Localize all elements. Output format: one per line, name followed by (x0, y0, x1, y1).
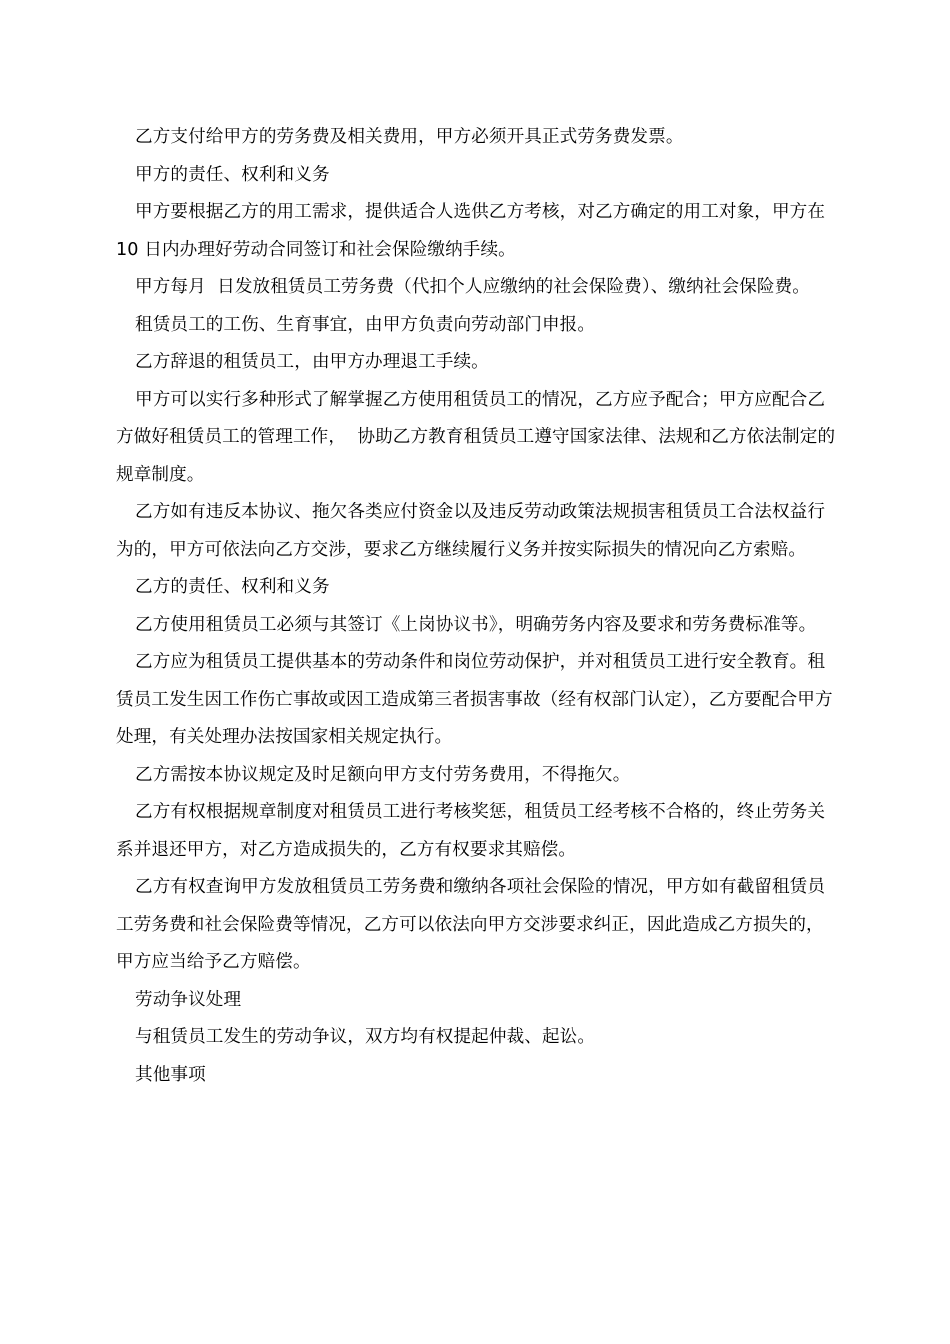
paragraph-injury-report: 租赁员工的工伤、生育事宜，由甲方负责向劳动部门申报。 (135, 314, 596, 335)
paragraph-management-cooperation: 甲方可以实行多种形式了解掌握乙方使用租赁员工的情况，乙方应予配合；甲方应配合乙方做好租赁员工的管理工作， 协助乙方教育租赁员工遵守国家法律、法规和乙方依法制定的规章制度。 (116, 389, 836, 485)
section-heading-other-matters: 其他事项 (135, 1064, 206, 1085)
paragraph-arbitration: 与租赁员工发生的劳动争议，双方均有权提起仲裁、起讼。 (135, 1027, 596, 1047)
document-body (116, 119, 838, 1094)
section-heading-party-b-duties: 乙方的责任、权利和义务 (135, 577, 330, 597)
paragraph-timely-payment: 乙方需按本协议规定及时足额向甲方支付劳务费用，不得拖欠。 (135, 764, 631, 785)
paragraph-invoice: 乙方支付给甲方的劳务费及相关费用，甲方必须开具正式劳务费发票。 (135, 127, 684, 147)
paragraph-monthly-payment: 甲方每月 日发放租赁员工劳务费（代扣个人应缴纳的社会保险费）、缴纳社会保险费。 (135, 277, 810, 297)
paragraph-dismissal: 乙方辞退的租赁员工，由甲方办理退工手续。 (135, 352, 489, 372)
section-heading-party-a-duties: 甲方的责任、权利和义务 (135, 164, 330, 185)
paragraph-candidate-selection: 甲方要根据乙方的用工需求，提供适合人选供乙方考核，对乙方确定的用工对象，甲方在 10 日内办理好劳动合同签订和社会保险缴纳手续。 (116, 202, 831, 260)
paragraph-safety-protection: 乙方应为租赁员工提供基本的劳动条件和岗位劳动保护，并对租赁员工进行安全教育。租赁员工发生因工作伤亡事故或因工造成第三者损害事故（经有权部门认定），乙方要配合甲方处理，有关处理办法按国家相关规定执行。 (116, 652, 833, 747)
section-heading-labor-disputes: 劳动争议处理 (135, 989, 242, 1010)
paragraph-onboarding-agreement: 乙方使用租赁员工必须与其签订《上岗协议书》，明确劳务内容及要求和劳务费标准等。 (135, 614, 817, 635)
paragraph-inquiry-rights: 乙方有权查询甲方发放租赁员工劳务费和缴纳各项社会保险的情况，甲方如有截留租赁员工劳务费和社会保险费等情况，乙方可以依法向甲方交涉要求纠正，因此造成乙方损失的，甲方应当给予乙方赔偿。 (116, 877, 826, 972)
paragraph-assessment: 乙方有权根据规章制度对租赁员工进行考核奖惩，租赁员工经考核不合格的，终止劳务关系并退还甲方，对乙方造成损失的，乙方有权要求其赔偿。 (116, 802, 826, 860)
paragraph-breach-claims: 乙方如有违反本协议、拖欠各类应付资金以及违反劳动政策法规损害租赁员工合法权益行为的，甲方可依法向乙方交涉，要求乙方继续履行义务并按实际损失的情况向乙方索赔。 (116, 502, 826, 560)
